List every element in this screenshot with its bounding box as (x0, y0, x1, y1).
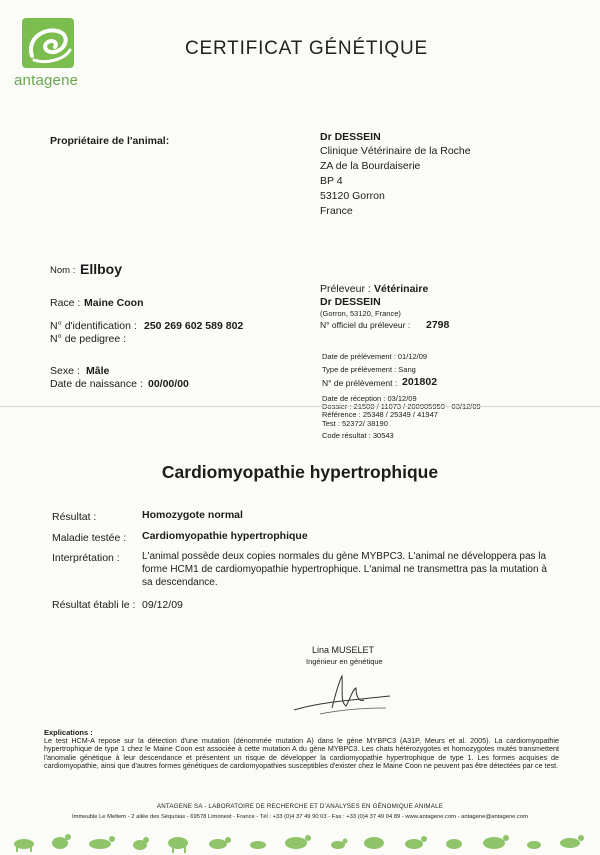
id-label: N° d'identification : (50, 320, 137, 332)
id-value: 250 269 602 589 802 (144, 320, 244, 332)
interpretation-label: Interprétation : (52, 552, 120, 564)
disease-label: Maladie testée : (52, 532, 127, 544)
footer-address: Immeuble Le Meltem - 2 allée des Séquoias - 69578 Limonest - France - Tél : +33 (0)4 37 49 90 03 - Fax : +33 (0)4 37 49 04 89 - www.antagene.com - antagene@antagene.com (72, 814, 528, 820)
paper-fold (0, 406, 600, 407)
animal-name: Ellboy (80, 261, 123, 277)
explanations (44, 729, 559, 770)
owner-address-line: ZA de la Bourdaiserie (320, 160, 421, 172)
brand-name: antagene (14, 72, 79, 89)
race-label: Race : (50, 297, 81, 309)
result-date: 09/12/09 (142, 599, 183, 611)
sampler-name: Dr DESSEIN (320, 296, 381, 308)
footer-company: ANTAGENE SA - LABORATOIRE DE RECHERCHE ET D'ANALYSES EN GÉNOMIQUE ANIMALE (156, 803, 444, 810)
reception-date: Date de réception : 03/12/09 (322, 394, 417, 403)
owner-name: Dr DESSEIN (320, 131, 381, 143)
sample-number: 201802 (402, 376, 438, 388)
sampler-label: Préleveur : (320, 283, 371, 295)
birth-value: 00/00/00 (148, 378, 189, 390)
result-label: Résultat : (52, 511, 97, 523)
signature (290, 672, 400, 718)
pedigree-label: N° de pedigree : (50, 333, 126, 345)
owner-address-line: France (320, 205, 353, 217)
race-value: Maine Coon (84, 297, 144, 309)
explanations-title: Explications : (44, 728, 93, 737)
sample-number-label: N° de prélèvement : (322, 378, 398, 388)
sample-type: Type de prélèvement : Sang (322, 365, 416, 374)
page-title: CERTIFICAT GÉNÉTIQUE (185, 38, 428, 59)
antagene-logo (20, 16, 78, 70)
owner-label: Propriétaire de l'animal: (50, 135, 170, 147)
test-heading: Cardiomyopathie hypertrophique (161, 462, 439, 482)
reference-line: Référence : 25348 / 25349 / 41947 (322, 410, 438, 419)
signatory-role: Ingénieur en génétique (306, 657, 383, 666)
owner-address-line: Clinique Vétérinaire de la Roche (320, 145, 471, 157)
sampler-type: Vétérinaire (374, 283, 429, 295)
sample-date: Date de prélèvement : 01/12/09 (322, 352, 428, 361)
sampler-location: (Gorron, 53120, France) (320, 309, 401, 318)
code-line: Code résultat : 30543 (322, 431, 394, 440)
animal-silhouettes-decoration (0, 828, 600, 854)
name-label: Nom : (50, 265, 76, 276)
sampler-official: 2798 (426, 319, 450, 331)
signatory-name: Lina MUSELET (312, 645, 375, 655)
disease-value: Cardiomyopathie hypertrophique (142, 530, 308, 542)
result-value: Homozygote normal (142, 509, 243, 521)
sex-label: Sexe : (50, 365, 80, 377)
result-date-label: Résultat établi le : (52, 599, 136, 611)
interpretation-text: L'animal possède deux copies normales du gène MYBPC3. L'animal ne développera pas la forme HCM1 de cardiomyopathie hypertrophique. L'animal ne transmettra pas la mutation à sa descendance. (142, 551, 547, 588)
sex-value: Mâle (86, 365, 110, 377)
owner-address-line: 53120 Gorron (320, 190, 385, 202)
test-line: Test : 52372/ 38190 (322, 419, 388, 428)
owner-address-line: BP 4 (320, 175, 343, 187)
explanations-text: Le test HCM-A repose sur la détection d'une mutation (dénommée mutation A) dans le gène MYBPC3 (A31P, Meurs et al. 2005). La cardiomyopathie hypertrophique de type 1 chez le Maine Coon est associée à cette mutation A du gène MYBPC3. Les chats hétérozygotes et homozygotes mutés transmettent l'anomalie génétique à leur descendance et présentent un risque de développer la cardiomyopathie hypertrophique de type 1. Les formes acquises de cardiomyopathie, ainsi que d'autres formes génétiques de cardiomyopathies susceptibles d'exister chez le Maine Coon ne peuvent pas être détectées par ce test. (44, 736, 559, 770)
sampler-official-label: N° officiel du préleveur : (320, 320, 411, 330)
birth-label: Date de naissance : (50, 378, 143, 390)
